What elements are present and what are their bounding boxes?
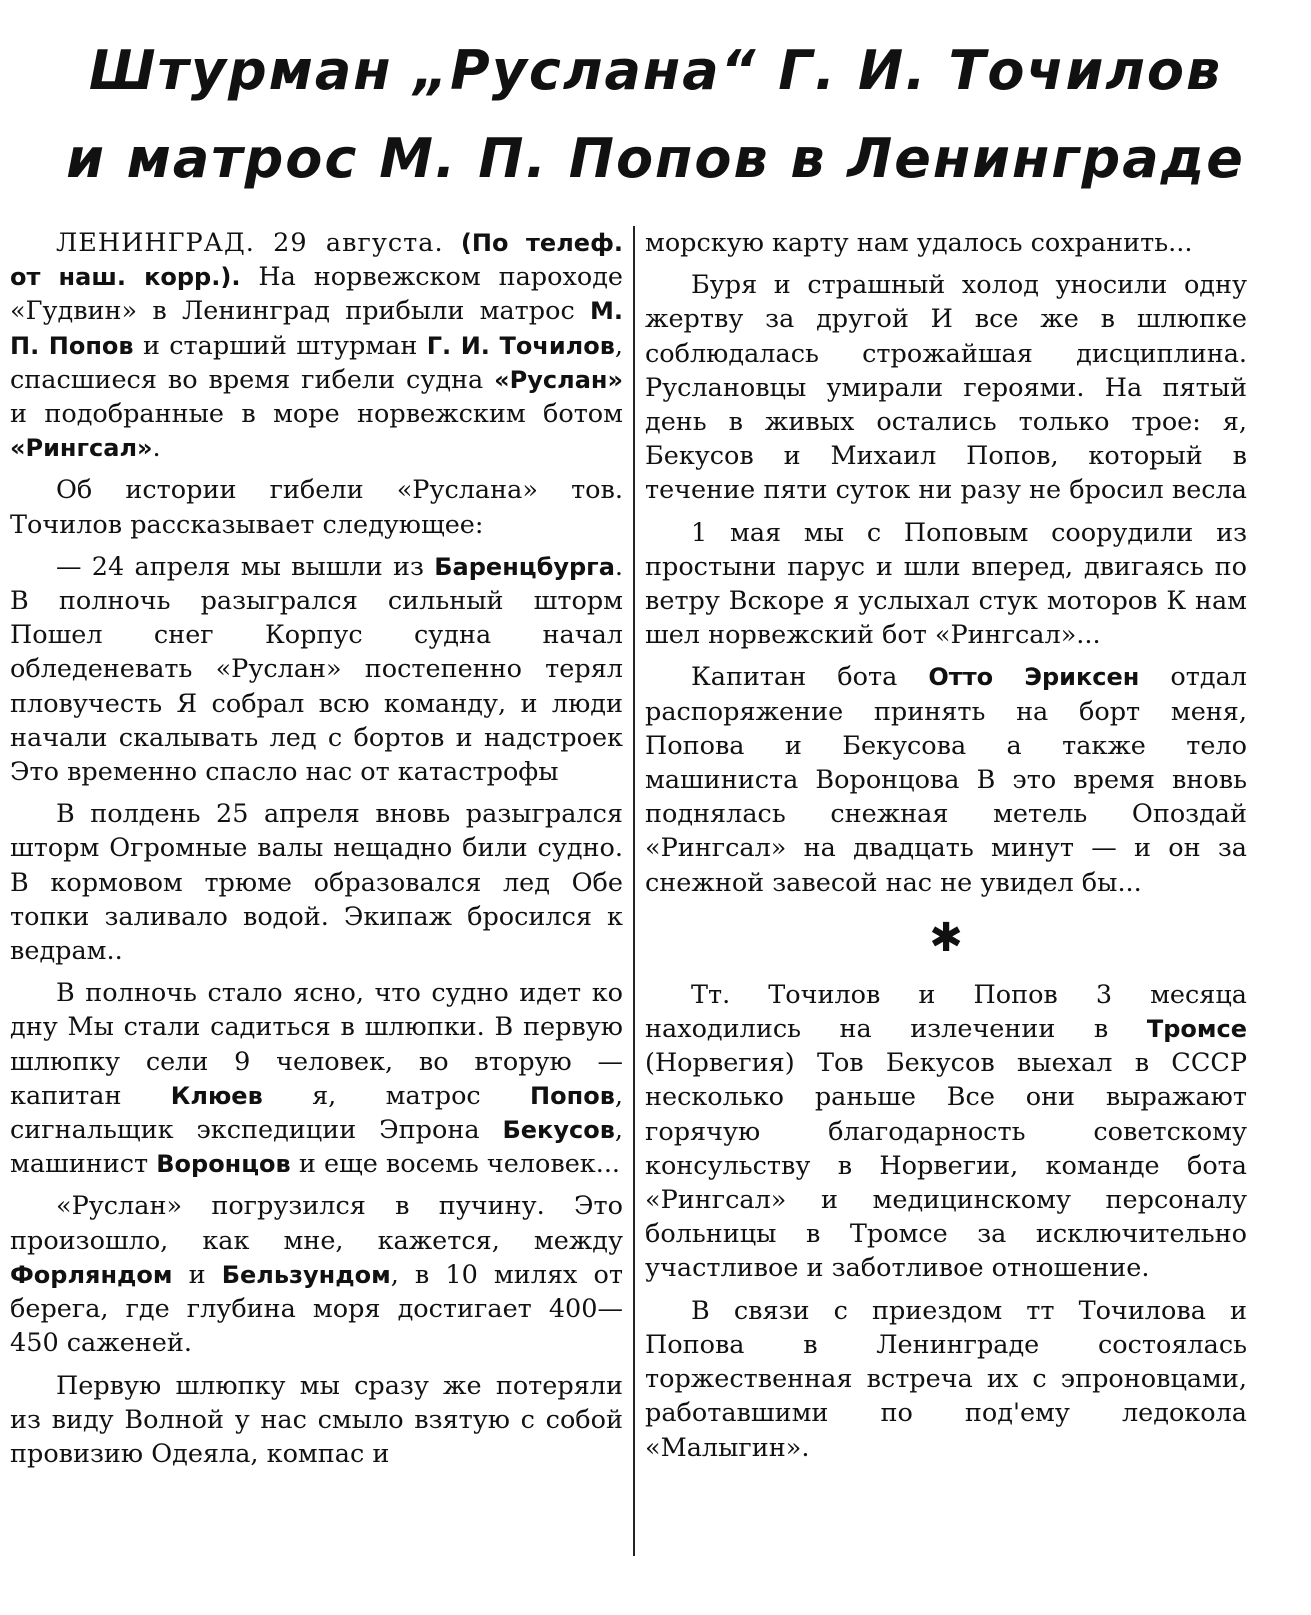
text: , спасшиеся во время гибели судна [10, 330, 624, 395]
text: Капитан бота [691, 662, 929, 693]
column-divider [633, 226, 635, 1556]
boat-name: «Рингсал» [10, 434, 153, 463]
headline-line-1: Штурман „Руслана“ Г. И. Точилов [88, 39, 1223, 102]
text: — 24 апреля мы вышли из [56, 551, 435, 582]
asterisk-separator-icon: ✱ [929, 914, 963, 961]
paragraph-dateline [10, 226, 623, 465]
paragraph: Буря и страшный холод уносили одну жертву за другой И все же в шлюпке соблюдалась строжайшая дисциплина. Руслановцы умирали героями. На пятый день в живых остались только трое: я, Бекусов и Михаил Попов, который в течение пяти суток ни разу не бросил весла [645, 270, 1247, 506]
text: я, матрос [262, 1080, 531, 1111]
text: . [152, 433, 161, 464]
paragraph: В связи с приездом тт Точилова и Попова в Ленинграде состоялась торжественная встреча их с эпроновцами, работавшими по под'ему ледокола «Малыгин». [645, 1295, 1247, 1463]
text: и старший штурман [133, 330, 427, 361]
place-name: Бельзундом [221, 1260, 391, 1289]
place-name: Тромсе [1146, 1015, 1247, 1044]
paragraph [10, 976, 623, 1181]
text: «Руслан» погрузился в пучину. Это произошло, как мне, кажется, между [10, 1191, 623, 1256]
headline-line-2: и матрос М. П. Попов в Ленинграде [66, 127, 1245, 190]
paragraph [10, 550, 623, 789]
text: , машинист [10, 1115, 623, 1180]
paragraph [10, 1189, 623, 1360]
paragraph [645, 978, 1247, 1286]
text: (Норвегия) Тов Бекусов выехал в СССР несколько раньше Все они выражают горячую благодарность советскому консульству в Норвегии, команде бота «Рингсал» и медицинскому персоналу больницы в Тромсе за исключительно участливое и заботливое отношение. [645, 1048, 1247, 1284]
paragraph: В полдень 25 апреля вновь разыгрался шторм Огромные валы нещадно били судно. В кормовом трюме образовался лед Обе топки заливало водой. Экипаж бросился к ведрам.. [10, 799, 623, 967]
text: На норвежском пароходе «Гудвин» в Ленинград прибыли матрос [10, 262, 624, 327]
article-left-column [10, 226, 623, 1479]
person-name: Воронцов [156, 1150, 291, 1179]
paragraph: Первую шлюпку мы сразу же потеряли из виду Волной у нас смыло взятую с собой провизию Одеяла, компас и [10, 1370, 623, 1469]
source-note: (По телеф. от наш. корр.). [10, 229, 623, 292]
text: Тт. Точилов и Попов 3 месяца находились на излечении в [645, 979, 1247, 1045]
place-name: Форляндом [10, 1260, 173, 1289]
person-name: Бекусов [502, 1116, 615, 1145]
ship-name: «Руслан» [494, 365, 623, 394]
person-name: Отто Эриксен [928, 663, 1140, 692]
text: , в 10 милях от берега, где глубина моря достигает 400—450 саженей. [10, 1259, 623, 1359]
paragraph: Об истории гибели «Руслана» тов. Точилов рассказывает следующее: [10, 475, 623, 540]
place-name: Баренцбурга [434, 552, 615, 581]
text: и подобранные в море норвежским ботом [10, 399, 623, 430]
text: , сигнальщик экспедиции Эпрона [10, 1080, 623, 1146]
person-name: Клюев [170, 1081, 263, 1110]
person-name: М. П. Попов [10, 297, 623, 360]
paragraph [645, 660, 1247, 899]
dateline: ЛЕНИНГРАД. 29 августа. [56, 228, 444, 258]
person-name: Попов [530, 1081, 615, 1110]
text: В полночь стало ясно, что судно идет ко дну Мы стали садиться в шлюпки. В первую шлюпку сели 9 человек, во вторую — капитан [10, 978, 623, 1111]
person-name: Г. И. Точилов [426, 331, 615, 360]
text: и [172, 1259, 222, 1290]
text: . В полночь разыгрался сильный шторм Пошел снег Корпус судна начал обледеневать «Руслан» постепенно терял пловучесть Я собрал всю команду, и люди начали скалывать лед с бортов и надстроек Это временно спасло нас от катастрофы [10, 551, 623, 788]
text: отдал распоряжение принять на борт меня, Попова и Бекусова а также тело машиниста Воронцова В это время вновь поднялась снежная метель Опоздай «Рингсал» на двадцать минут — и он за снежной завесой нас не увидел бы... [645, 662, 1247, 898]
article-right-column [645, 226, 1247, 1473]
paragraph: 1 мая мы с Поповым соорудили из простыни парус и шли вперед, двигаясь по ветру Вскоре я услыхал стук моторов К нам шел норвежский бот «Рингсал»... [645, 517, 1247, 651]
text: и еще восемь человек... [290, 1149, 621, 1180]
paragraph-continued: морскую карту нам удалось сохранить... [645, 228, 1193, 258]
